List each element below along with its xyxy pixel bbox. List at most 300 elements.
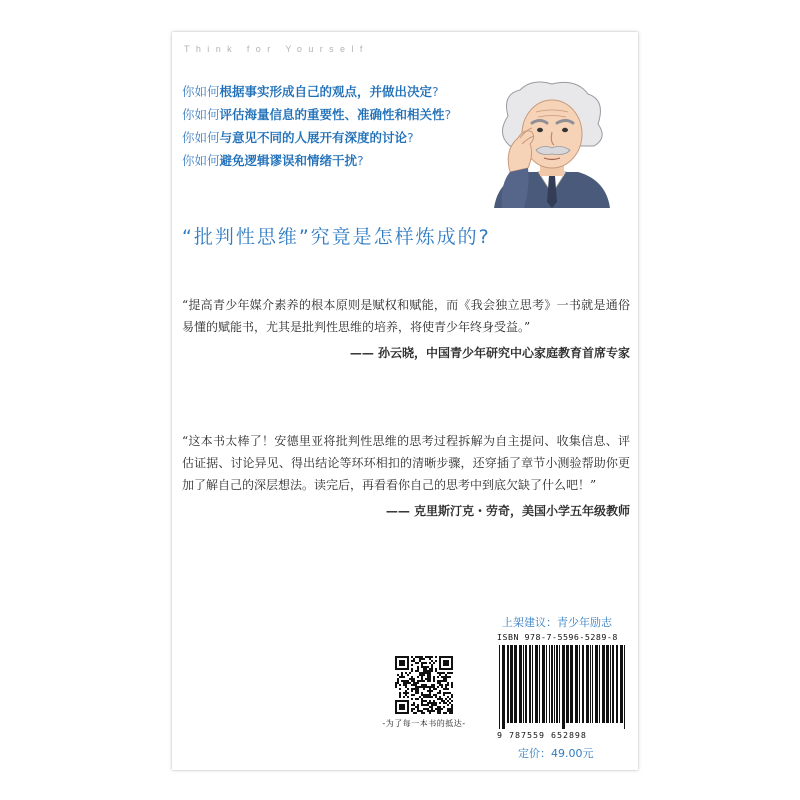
qr-module [415,692,417,694]
qr-module [415,682,417,684]
barcode-bar [554,645,555,723]
qr-module [419,658,421,660]
qr-module [441,680,443,682]
qr-module [441,700,443,702]
qr-module [429,690,431,692]
qr-module [423,680,425,682]
qr-module [433,710,435,712]
qr-module [429,696,431,698]
qr-module [425,704,427,706]
question-highlight: 评估海量信息的重要性、准确性和相关性 [219,107,445,122]
qr-module [439,684,441,686]
qr-module [425,662,427,664]
qr-module [413,712,415,714]
qr-module [403,676,405,678]
qr-module [435,670,437,672]
qr-module [421,656,423,658]
barcode-bar [616,645,618,723]
qr-module [429,672,431,674]
qr-module [443,678,445,680]
barcode-bar [562,645,565,729]
qr-module [407,680,409,682]
qr-module [439,690,441,692]
qr-module [439,682,441,684]
barcode-bar [556,645,558,723]
qr-module [445,680,447,682]
qr-module [429,686,431,688]
qr-module [439,680,441,682]
tagline: Think for Yourself [184,44,369,54]
qr-module [429,678,431,680]
qr-module [439,692,441,694]
qr-module [417,682,419,684]
qr-module [435,704,437,706]
qr-module [421,674,423,676]
qr-module [407,682,409,684]
qr-module [395,686,397,688]
qr-module [403,684,405,686]
qr-module [415,670,417,672]
barcode-bar [575,645,578,723]
qr-module [423,704,425,706]
qr-module [411,678,413,680]
barcode-bar [612,645,614,723]
qr-module [397,682,399,684]
quote-attribution: —— 孙云晓，中国青少年研究中心家庭教育首席专家 [349,346,630,360]
qr-module [439,696,441,698]
isbn-text: ISBN 978-7-5596-5289-8 [497,632,618,642]
qr-module [439,710,441,712]
qr-module [415,662,417,664]
qr-module [435,708,437,710]
qr-module [417,686,419,688]
qr-module [421,678,423,680]
qr-module [423,694,425,696]
qr-module [421,698,423,700]
question-suffix: ? [432,84,439,99]
qr-module [429,676,431,678]
qr-module [429,712,431,714]
qr-module [429,700,431,702]
qr-module [443,680,445,682]
barcode-bar [582,645,584,723]
qr-module [437,682,439,684]
qr-module [435,660,437,662]
qr-module [431,660,433,662]
qr-module [411,710,413,712]
question-prefix: 你如何 [182,84,220,99]
qr-module [441,684,443,686]
qr-module [431,668,433,670]
qr-module [445,684,447,686]
qr-module [413,694,415,696]
qr-module [443,660,449,666]
qr-module [411,676,413,678]
qr-module [399,660,405,666]
qr-module [427,704,429,706]
qr-module [421,676,423,678]
qr-module [423,674,425,676]
barcode-bar [539,645,540,723]
qr-module [435,702,437,704]
qr-module [395,682,397,684]
qr-module [447,672,449,674]
qr-module [421,692,423,694]
qr-module [429,670,431,672]
qr-module [425,708,427,710]
qr-module [423,696,425,698]
qr-module [403,692,405,694]
qr-module [423,708,425,710]
qr-module [435,694,437,696]
qr-module [397,680,399,682]
qr-module [451,700,453,702]
qr-module [423,662,425,664]
qr-module [411,668,413,670]
qr-module [399,704,405,710]
qr-module [401,674,403,676]
barcode-digits: 9 787559 652898 [497,730,587,740]
qr-module [451,710,453,712]
qr-module [449,692,451,694]
barcode-bar [624,645,625,729]
barcode-bar [566,645,569,723]
qr-module [451,672,453,674]
qr-module [425,684,427,686]
barcode-bar [507,645,509,723]
barcode-bar [542,645,545,723]
qr-module [443,712,445,714]
qr-module [415,690,417,692]
qr-module [409,682,411,684]
qr-module [431,670,433,672]
barcode-bar [499,645,500,729]
qr-module [423,686,425,688]
qr-module [417,690,419,692]
qr-module [401,672,403,674]
barcode-bar [551,645,553,723]
qr-module [451,686,453,688]
qr-module [423,688,425,690]
barcode-bar [519,645,522,723]
question-suffix: ? [357,153,364,168]
qr-module [433,684,435,686]
qr-module [407,692,409,694]
qr-module [421,710,423,712]
qr-module [423,700,425,702]
qr-module [445,676,447,678]
qr-module [433,686,435,688]
question-suffix: ? [444,107,452,122]
barcode-bar [525,645,527,723]
qr-module [417,656,419,658]
qr-module [437,698,439,700]
endorsement-quote [182,430,630,519]
qr-module [423,668,425,670]
qr-module [431,702,433,704]
qr-module [441,698,443,700]
qr-module [421,686,423,688]
qr-module [413,684,415,686]
qr-module [447,688,449,690]
endorsement-quote [182,294,630,361]
qr-module [437,692,439,694]
qr-module [445,712,447,714]
qr-module [427,666,429,668]
qr-module [415,656,417,658]
qr-module [419,696,421,698]
qr-module [451,694,453,696]
qr-module [431,690,433,692]
qr-module [417,666,419,668]
qr-module [405,680,407,682]
qr-module [443,692,445,694]
einstein-portrait-icon [480,76,620,208]
qr-module [417,710,419,712]
qr-module [427,670,429,672]
question-prefix: 你如何 [182,107,220,122]
qr-module [425,700,427,702]
qr-module [451,684,453,686]
qr-module [427,694,429,696]
qr-module [445,702,447,704]
qr-module [399,696,401,698]
qr-module [427,672,429,674]
qr-module [431,666,433,668]
qr-module [403,696,405,698]
qr-module [411,656,413,658]
qr-module [429,656,431,658]
qr-module [417,676,419,678]
qr-module [437,672,439,674]
qr-module [417,670,419,672]
qr-module [425,678,427,680]
qr-module [405,684,407,686]
qr-module [431,686,433,688]
qr-module [407,688,409,690]
qr-module [419,656,421,658]
qr-module [425,672,427,674]
qr-module [439,706,441,708]
qr-module [415,684,417,686]
question-item [182,126,502,149]
qr-module [439,698,441,700]
qr-module [451,712,453,714]
qr-module [451,696,453,698]
qr-module [419,660,421,662]
qr-block [374,656,474,729]
question-item [182,80,502,103]
qr-module [413,688,415,690]
qr-module [417,706,419,708]
qr-module [449,712,451,714]
qr-module [425,656,427,658]
question-list [182,80,502,172]
qr-module [403,680,405,682]
qr-module [413,680,415,682]
qr-module [429,680,431,682]
qr-module [443,702,445,704]
qr-module [441,672,443,674]
qr-module [417,708,419,710]
qr-module [429,668,431,670]
qr-module [439,672,441,674]
qr-module [431,708,433,710]
quote-text: “提高青少年媒介素养的根本原则是赋权和赋能，而《我会独立思考》一书就是通俗易懂的赋能书，尤其是批判性思维的培养，将使青少年终身受益。” [182,298,630,334]
headline: “批判性思维”究竟是怎样炼成的? [182,226,491,248]
quote-text: “这本书太棒了！安德里亚将批判性思维的思考过程拆解为自主提问、收集信息、评估证据、讨论异见、得出结论等环环相扣的清晰步骤，还穿插了章节小测验帮助你更加了解自己的深层想法。读完后，再看看你自己的思考中到底欠缺了什么吧！” [182,434,630,492]
barcode-bar [510,645,513,723]
qr-module [421,664,423,666]
qr-module [439,702,441,704]
qr-module [413,704,415,706]
qr-module [429,662,431,664]
qr-module [435,696,437,698]
barcode-bar [523,645,524,723]
qr-module [443,676,445,678]
quote-attribution: —— 克里斯汀克・劳奇，美国小学五年级教师 [385,504,630,518]
qr-module [409,678,411,680]
qr-module [421,680,423,682]
qr-module [411,680,413,682]
qr-module [433,678,435,680]
question-suffix: ? [407,130,414,145]
qr-module [449,672,451,674]
qr-module [435,688,437,690]
qr-module [419,686,421,688]
qr-module [423,670,425,672]
qr-module [433,662,435,664]
qr-module [411,694,413,696]
qr-module [411,670,413,672]
qr-module [425,694,427,696]
qr-module [431,696,433,698]
qr-module [401,680,403,682]
question-item [182,149,502,172]
qr-module [449,698,451,700]
qr-module [421,694,423,696]
qr-module [415,688,417,690]
barcode-bar [592,645,593,723]
qr-module [413,702,415,704]
qr-code-icon [395,656,453,714]
qr-module [411,698,413,700]
qr-module [425,666,427,668]
barcode-bar [606,645,609,723]
qr-module [421,702,423,704]
question-item [182,103,502,126]
qr-module [441,676,443,678]
qr-module [415,712,417,714]
question-prefix: 你如何 [182,130,220,145]
qr-module [437,676,439,678]
qr-module [429,702,431,704]
qr-module [445,688,447,690]
qr-module [417,692,419,694]
qr-module [419,672,421,674]
qr-module [411,664,413,666]
qr-module [425,668,427,670]
qr-module [437,712,439,714]
qr-module [421,662,423,664]
qr-module [445,692,447,694]
barcode-bar [546,645,547,723]
qr-module [437,706,439,708]
qr-module [425,686,427,688]
question-prefix: 你如何 [182,153,220,168]
qr-module [413,660,415,662]
qr-module [433,676,435,678]
qr-module [433,704,435,706]
barcode-bar [595,645,598,723]
barcode-bar [532,645,533,723]
qr-module [431,656,433,658]
qr-module [443,694,445,696]
barcode-bar [535,645,538,723]
qr-module [417,680,419,682]
isbn-barcode-block [497,631,632,746]
qr-module [427,676,429,678]
barcode-bar [599,645,600,723]
qr-module [439,674,441,676]
qr-module [419,674,421,676]
shelf-suggestion: 上架建议：青少年励志 [502,616,612,629]
qr-module [407,674,409,676]
qr-module [427,702,429,704]
qr-module [443,688,445,690]
qr-module [431,704,433,706]
barcode-bar [590,645,591,723]
qr-module [417,704,419,706]
qr-module [415,706,417,708]
qr-module [437,686,439,688]
qr-module [431,706,433,708]
qr-module [427,696,429,698]
qr-module [445,674,447,676]
qr-module [423,672,425,674]
qr-module [413,708,415,710]
barcode-bar [559,645,560,723]
qr-module [397,678,399,680]
qr-module [411,708,413,710]
barcode-bar [514,645,517,723]
qr-module [395,684,397,686]
qr-module [437,680,439,682]
qr-module [449,708,451,710]
qr-module [433,694,435,696]
qr-module [443,672,445,674]
question-highlight: 与意见不同的人展开有深度的讨论 [219,130,408,145]
qr-module [429,694,431,696]
qr-module [427,674,429,676]
barcode-bar [602,645,605,723]
qr-module [413,682,415,684]
qr-module [411,684,413,686]
qr-module [427,708,429,710]
qr-module [415,686,417,688]
qr-module [447,682,449,684]
qr-module [447,710,449,712]
qr-module [429,706,431,708]
qr-module [411,688,413,690]
qr-module [427,680,429,682]
qr-module [401,676,403,678]
qr-module [433,688,435,690]
qr-module [399,676,401,678]
qr-module [431,664,433,666]
qr-module [415,698,417,700]
question-highlight: 避免逻辑谬误和情绪干扰 [219,153,358,168]
